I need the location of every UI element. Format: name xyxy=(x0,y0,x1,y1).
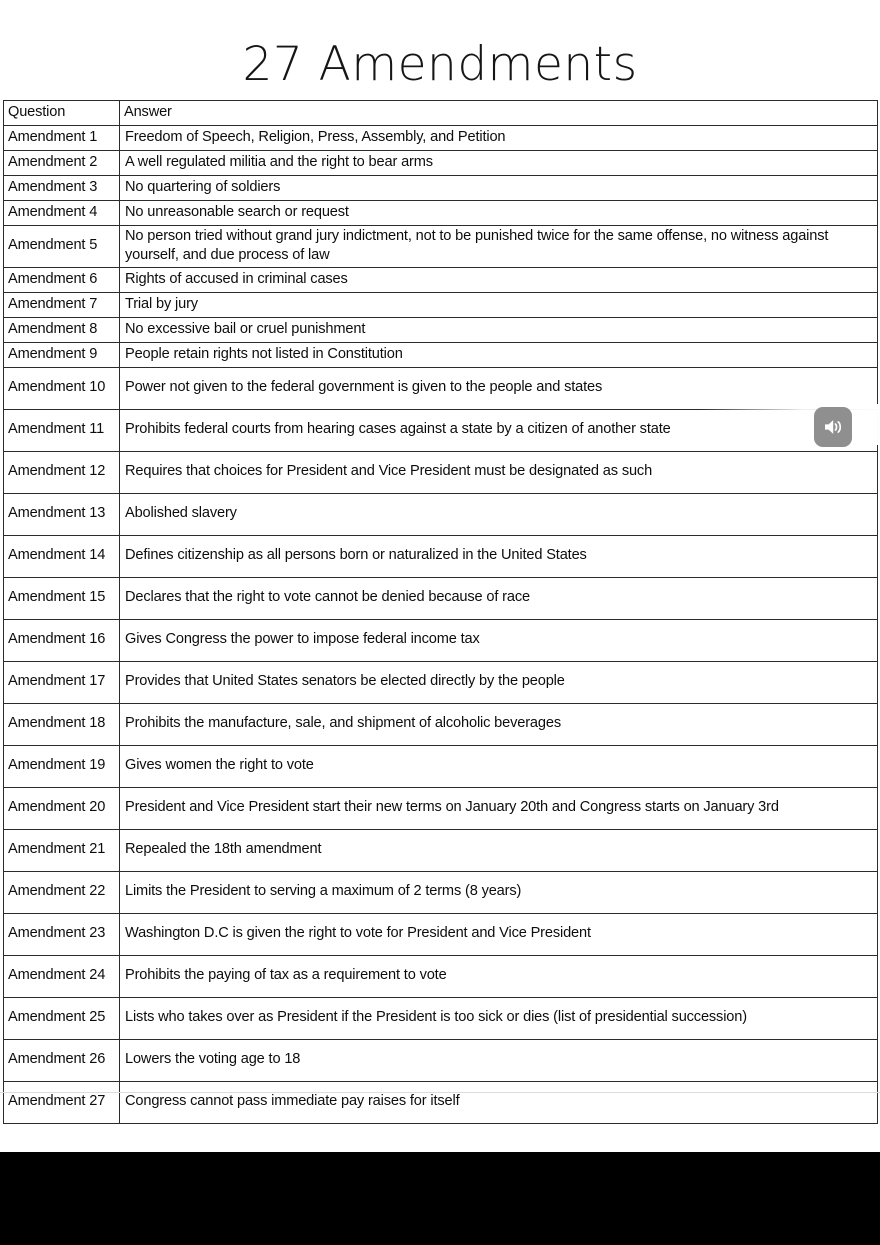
cell-question: Amendment 5 xyxy=(4,226,120,268)
cell-question: Amendment 2 xyxy=(4,151,120,176)
cell-answer: President and Vice President start their new terms on January 20th and Congress starts on January 3rd xyxy=(120,787,878,829)
cell-question: Amendment 10 xyxy=(4,367,120,409)
speaker-volume-icon[interactable] xyxy=(814,407,852,447)
cell-question: Amendment 17 xyxy=(4,661,120,703)
cell-question: Amendment 24 xyxy=(4,955,120,997)
cell-answer: Repealed the 18th amendment xyxy=(120,829,878,871)
table-row xyxy=(4,201,878,226)
cell-question: Amendment 18 xyxy=(4,703,120,745)
cell-question: Amendment 25 xyxy=(4,997,120,1039)
amendments-table xyxy=(3,100,878,1124)
table-row xyxy=(4,997,878,1039)
cell-question: Amendment 21 xyxy=(4,829,120,871)
cell-question: Amendment 4 xyxy=(4,201,120,226)
amendments-table-container xyxy=(3,100,877,1124)
table-row xyxy=(4,535,878,577)
cell-question: Amendment 14 xyxy=(4,535,120,577)
cell-answer: No person tried without grand jury indictment, not to be punished twice for the same offense, no witness against yourself, and due process of law xyxy=(120,226,878,268)
cell-question: Amendment 27 xyxy=(4,1081,120,1123)
table-row xyxy=(4,451,878,493)
cell-answer: Limits the President to serving a maximum of 2 terms (8 years) xyxy=(120,871,878,913)
cell-question: Amendment 16 xyxy=(4,619,120,661)
table-row xyxy=(4,703,878,745)
page-hairline-divider xyxy=(0,1092,880,1093)
table-row xyxy=(4,126,878,151)
cell-answer: Gives women the right to vote xyxy=(120,745,878,787)
table-row xyxy=(4,317,878,342)
cell-question: Amendment 19 xyxy=(4,745,120,787)
table-row xyxy=(4,1039,878,1081)
cell-answer: Requires that choices for President and Vice President must be designated as such xyxy=(120,451,878,493)
table-row xyxy=(4,367,878,409)
cell-answer: No quartering of soldiers xyxy=(120,176,878,201)
table-header-row xyxy=(4,101,878,126)
cell-question: Amendment 1 xyxy=(4,126,120,151)
cell-answer: Defines citizenship as all persons born or naturalized in the United States xyxy=(120,535,878,577)
table-row xyxy=(4,661,878,703)
table-row xyxy=(4,176,878,201)
cell-question: Amendment 6 xyxy=(4,267,120,292)
cell-question: Amendment 26 xyxy=(4,1039,120,1081)
table-row xyxy=(4,292,878,317)
cell-answer: Prohibits federal courts from hearing cases against a state by a citizen of another state xyxy=(120,409,878,451)
cell-answer: No excessive bail or cruel punishment xyxy=(120,317,878,342)
table-row xyxy=(4,913,878,955)
table-row xyxy=(4,151,878,176)
cell-answer: Trial by jury xyxy=(120,292,878,317)
cell-answer: Declares that the right to vote cannot be denied because of race xyxy=(120,577,878,619)
cell-answer: Lists who takes over as President if the President is too sick or dies (list of presidential succession) xyxy=(120,997,878,1039)
table-body xyxy=(4,126,878,1124)
table-row xyxy=(4,1081,878,1123)
column-header-question: Question xyxy=(4,101,120,126)
table-row xyxy=(4,577,878,619)
page-title: 27 Amendments xyxy=(242,37,638,93)
table-row xyxy=(4,829,878,871)
cell-answer: Freedom of Speech, Religion, Press, Assembly, and Petition xyxy=(120,126,878,151)
cell-answer: Congress cannot pass immediate pay raises for itself xyxy=(120,1081,878,1123)
cell-answer: Prohibits the paying of tax as a requirement to vote xyxy=(120,955,878,997)
cell-answer: Washington D.C is given the right to vote for President and Vice President xyxy=(120,913,878,955)
table-row xyxy=(4,619,878,661)
cell-answer: Prohibits the manufacture, sale, and shipment of alcoholic beverages xyxy=(120,703,878,745)
cell-question: Amendment 13 xyxy=(4,493,120,535)
cell-answer: People retain rights not listed in Constitution xyxy=(120,342,878,367)
cell-answer: Abolished slavery xyxy=(120,493,878,535)
cell-answer: A well regulated militia and the right to bear arms xyxy=(120,151,878,176)
cell-question: Amendment 22 xyxy=(4,871,120,913)
cell-answer: Rights of accused in criminal cases xyxy=(120,267,878,292)
table-row xyxy=(4,226,878,268)
cell-question: Amendment 15 xyxy=(4,577,120,619)
table-row xyxy=(4,745,878,787)
table-row xyxy=(4,493,878,535)
cell-question: Amendment 11 xyxy=(4,409,120,451)
cell-answer: Power not given to the federal government is given to the people and states xyxy=(120,367,878,409)
cell-question: Amendment 9 xyxy=(4,342,120,367)
bottom-black-bar xyxy=(0,1152,880,1245)
cell-answer: Gives Congress the power to impose federal income tax xyxy=(120,619,878,661)
table-header xyxy=(4,101,878,126)
cell-question: Amendment 12 xyxy=(4,451,120,493)
table-row xyxy=(4,871,878,913)
table-row xyxy=(4,955,878,997)
cell-question: Amendment 7 xyxy=(4,292,120,317)
cell-question: Amendment 20 xyxy=(4,787,120,829)
table-row xyxy=(4,342,878,367)
table-row xyxy=(4,409,878,451)
cell-answer: No unreasonable search or request xyxy=(120,201,878,226)
column-header-answer: Answer xyxy=(120,101,878,126)
cell-answer: Lowers the voting age to 18 xyxy=(120,1039,878,1081)
table-row xyxy=(4,267,878,292)
cell-answer: Provides that United States senators be elected directly by the people xyxy=(120,661,878,703)
table-row xyxy=(4,787,878,829)
cell-question: Amendment 3 xyxy=(4,176,120,201)
cell-question: Amendment 8 xyxy=(4,317,120,342)
cell-question: Amendment 23 xyxy=(4,913,120,955)
